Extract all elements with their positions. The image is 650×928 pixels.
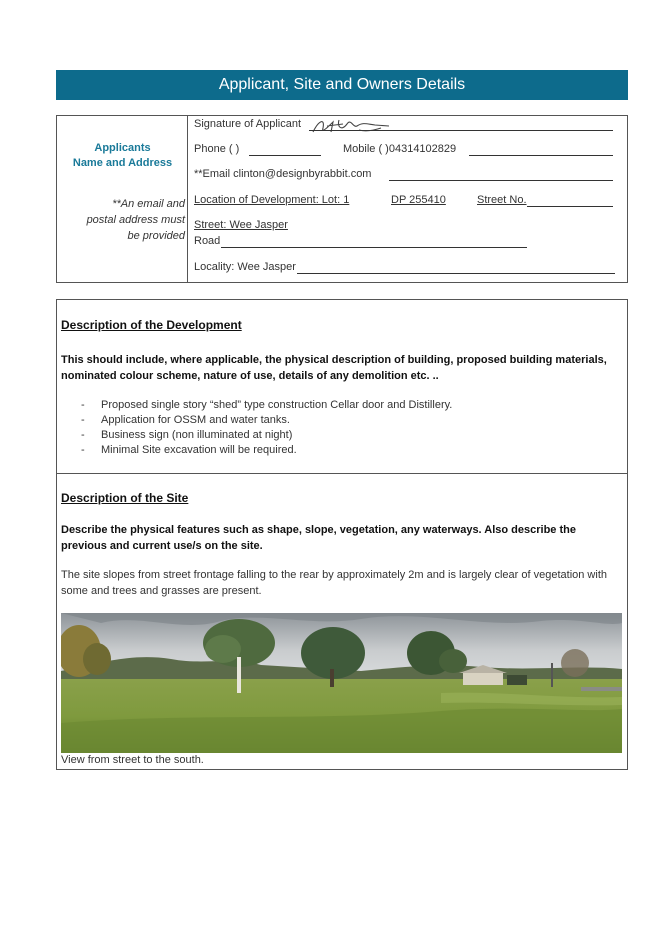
signature-line bbox=[309, 130, 613, 131]
email-line bbox=[389, 180, 613, 181]
section-title-bar bbox=[56, 70, 628, 100]
mobile-line bbox=[469, 155, 613, 156]
email-postal-note: **An email and postal address must be provided bbox=[86, 198, 185, 242]
phone-line bbox=[249, 155, 321, 156]
locality-line bbox=[297, 273, 615, 274]
applicant-label-column bbox=[57, 116, 188, 282]
list-item: - Minimal Site excavation will be required. bbox=[81, 444, 297, 456]
email-label: **Email clinton@designbyrabbit.com bbox=[194, 168, 372, 180]
list-item: - Application for OSSM and water tanks. bbox=[81, 414, 290, 426]
applicant-signature bbox=[309, 116, 389, 138]
site-photo bbox=[61, 613, 622, 753]
site-title: Description of the Site bbox=[61, 491, 189, 505]
site-intro: Describe the physical features such as shape, slope, vegetation, any waterways. Also describe the previous and current use/s on the site. bbox=[61, 524, 576, 552]
list-item: - Business sign (non illuminated at night) bbox=[81, 429, 293, 441]
mobile-label: Mobile ( )04314102829 bbox=[343, 143, 457, 155]
locality-label: Locality: Wee Jasper bbox=[194, 261, 296, 273]
street-no-label: Street No. bbox=[477, 194, 527, 206]
road-line bbox=[221, 247, 527, 248]
development-title: Description of the Development bbox=[61, 318, 242, 332]
list-item: - Proposed single story “shed” type construction Cellar door and Distillery. bbox=[81, 399, 453, 411]
applicants-heading: Applicants bbox=[94, 142, 151, 154]
section-divider bbox=[57, 473, 627, 474]
applicant-details-box bbox=[56, 115, 628, 283]
street-no-line bbox=[527, 206, 613, 207]
photo-caption: View from street to the south. bbox=[61, 754, 204, 766]
description-box bbox=[56, 299, 628, 770]
signature-label: Signature of Applicant bbox=[194, 118, 302, 130]
site-description-text: The site slopes from street frontage falling to the rear by approximately 2m and is largely clear of vegetation with some and trees and grasses are present. bbox=[61, 569, 607, 597]
development-intro: This should include, where applicable, the physical description of building, proposed building materials, nominated colour scheme, nature of use, details of any demolition etc. .. bbox=[61, 354, 607, 382]
dp-label: DP 255410 bbox=[391, 194, 446, 206]
road-label: Road bbox=[194, 235, 221, 247]
phone-label: Phone ( ) bbox=[194, 143, 240, 155]
street-label: Street: Wee Jasper bbox=[194, 219, 288, 231]
name-and-address-heading: Name and Address bbox=[72, 157, 173, 169]
development-bullet-list bbox=[61, 398, 452, 458]
page-title: Applicant, Site and Owners Details bbox=[218, 76, 466, 93]
location-label: Location of Development: Lot: 1 bbox=[194, 194, 350, 206]
